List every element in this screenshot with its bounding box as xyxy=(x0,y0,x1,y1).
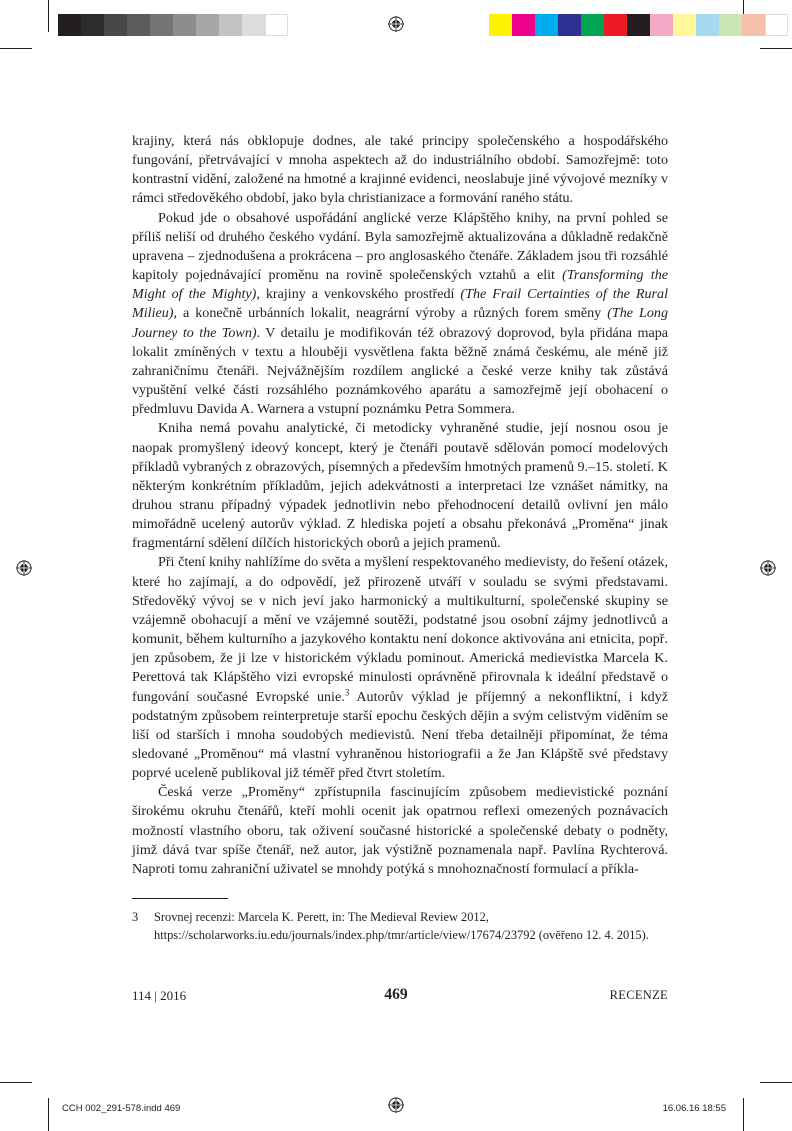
footnote-number: 3 xyxy=(132,910,139,924)
color-patch xyxy=(742,14,765,36)
color-control-strip xyxy=(489,14,788,36)
color-patch xyxy=(512,14,535,36)
crop-mark xyxy=(0,48,32,49)
color-patch xyxy=(627,14,650,36)
gray-patch xyxy=(196,14,219,36)
registration-target-icon xyxy=(760,560,776,576)
chapter-title: (The Frail Certainties of the Rural Milieu) xyxy=(132,286,669,322)
journal-issue: 114 | 2016 xyxy=(132,988,187,1003)
gray-patch xyxy=(173,14,196,36)
gray-patch xyxy=(150,14,173,36)
text-run: , krajiny a venkovského prostředí xyxy=(256,286,455,303)
crop-mark xyxy=(48,0,49,32)
footnote-reference[interactable]: 3 xyxy=(344,686,350,697)
gray-patch xyxy=(81,14,104,36)
section-label: RECENZE xyxy=(609,988,668,1002)
gray-patch xyxy=(58,14,81,36)
slug-datetime: 16.06.16 18:55 xyxy=(662,1103,726,1114)
color-patch xyxy=(581,14,604,36)
registration-target-icon xyxy=(388,16,404,32)
footnote xyxy=(132,908,668,944)
paragraph: krajiny, která nás obklopuje dodnes, ale také principy společenského a hospodářského fungování, přetrvávající v mnoha aspektech až do industriálního období. Samozřejmě: toto kontrastní vidění, založené na hmotné a krajinné evidenci, neoslabuje jiné vývojové mezníky v rámci středověkého období, jako byla christianizace a formování raného státu. xyxy=(132,133,668,207)
registration-target-icon xyxy=(388,1097,404,1113)
chapter-title: (The Long Journey to the Town) xyxy=(132,305,669,341)
crop-mark xyxy=(0,1082,32,1083)
crop-mark xyxy=(48,1098,49,1131)
article-body xyxy=(132,132,668,879)
grayscale-control-strip xyxy=(58,14,288,36)
color-patch xyxy=(650,14,673,36)
color-patch xyxy=(489,14,512,36)
slug-filename: CCH 002_291-578.indd 469 xyxy=(62,1103,181,1114)
page-number: 469 xyxy=(384,986,408,1003)
paragraph: Česká verze „Proměny“ zpřístupnila fascinujícím způsobem medievistické poznání širokému okruhu čtenářů, kteří mohli ocenit jak opatrnou reflexi omezených poznávacích možností vlastního oboru, tak oživení současné historické a společenské debaty o podněty, jimž dává tvar spíše čtenář, než autor, jak výstižně poznamenala např. Pavlína Rychterová. Naproti tomu zahraniční uživatel se mnohdy potýká s mnohoznačností formulací a příkla- xyxy=(132,784,668,877)
color-patch xyxy=(535,14,558,36)
text-run: . V detailu je modifikován též obrazový doprovod, byla přidána mapa lokalit zmíněných v textu a hlouběji vysvětlena fakta běžně známá českému, ale méně již zahraničnímu čtenáři. Nejvážnějším rozdílem anglické a české verze knihy tak zůstává vypuštění velké části rozsáhlého poznámkového aparátu a samozřejmě její obohacení o předmluvu Davida A. Warnera a vstupní poznámku Petra Sommera. xyxy=(132,324,668,418)
gray-patch xyxy=(219,14,242,36)
color-patch xyxy=(765,14,788,36)
gray-patch xyxy=(242,14,265,36)
color-patch xyxy=(719,14,742,36)
text-run: Pokud jde o obsahové uspořádání anglické verze Klápštěho knihy, na první pohled se příliš neliší od druhého českého vydání. Byla samozřejmě aktualizována a důkladně redakčně upravena – zjednodušena a prokrácena – pro anglosaského čtenáře. Základem jsou tři rozsáhlé kapitoly pojednávající proměnu na rovině společenských vztahů a elit xyxy=(132,209,668,284)
footnote-text: Srovnej recenzi: Marcela K. Perett, in: The Medieval Review 2012, https://scholarworks.iu.edu/journals/index.php/tmr/article/view/17674/23792 (ověřeno 12. 4. 2015). xyxy=(154,910,649,942)
crop-mark xyxy=(760,1082,792,1083)
color-patch xyxy=(673,14,696,36)
chapter-title: (Transforming the Might of the Mighty) xyxy=(132,267,669,303)
paragraph xyxy=(132,553,668,783)
crop-mark xyxy=(760,48,792,49)
crop-mark xyxy=(743,1098,744,1131)
paragraph xyxy=(132,209,668,420)
color-patch xyxy=(558,14,581,36)
color-patch xyxy=(696,14,719,36)
gray-patch xyxy=(265,14,288,36)
footnote-separator xyxy=(132,898,228,899)
text-run: Při čtení knihy nahlížíme do světa a myšlení respektovaného medievisty, do řešení otázek, které ho zajímají, a do odpovědí, jež přirozeně utváří v souladu se svými představami. Středověký vývoj se v nich jeví jako harmonický a multikulturní, společenské skupiny se vzájemně obohacují a mění ve vzájemné soutěži, podstatné jsou osobní zájmy jednotlivců a komunit, během kulturního a jazykového kontaktu není dokonce aktivována ani etnicita, popř. jen způsobem, že ji lze v historickém výkladu pominout. Americká medievistka Marcela K. Perettová tak Klápštěho vizi evropské minulosti oprávněně přirovnala k ideální představě o fungování současné Evropské unie. xyxy=(132,554,668,705)
color-patch xyxy=(604,14,627,36)
text-run: Autorův výklad je příjemný a nekonfliktní, i když podstatným způsobem reinterpretuje starší epochu českých dějin a svým celistvým viděním se liší od starších i mnoha soudobých medievistů. Není třeba detailněji připomínat, že téma sledované „Proměnou“ má vlastní vyhraněnou historiografii a že Jan Klápště své představy poprvé uceleně publikoval již téměř před čtvrt stoletím. xyxy=(132,688,668,782)
registration-target-icon xyxy=(16,560,32,576)
gray-patch xyxy=(104,14,127,36)
paragraph: Kniha nemá povahu analytické, či metodicky vyhraněné studie, její nosnou osou je naopak promyšlený ideový koncept, který je čtenáři poutavě sdělován pomocí modelových příkladů vybraných z obrazových, písemných a především hmotných pramenů 9.–15. století. K některým konkrétním příkladům, jejich adekvátnosti a interpretaci lze vznášet námitky, na druhou stranu případný výpadek jednotlivin nebo přehodnocení detailů ovlivní jen málo mimořádně ucelený autorův výklad. Z hlediska pojetí a obsahu překonává „Proměna“ jinak fragmentární sdělení dílčích historických oborů a jejich pramenů. xyxy=(132,420,668,552)
text-run: , a konečně urbánních lokalit, neagrární výroby a různých forem směny xyxy=(173,305,602,322)
gray-patch xyxy=(127,14,150,36)
